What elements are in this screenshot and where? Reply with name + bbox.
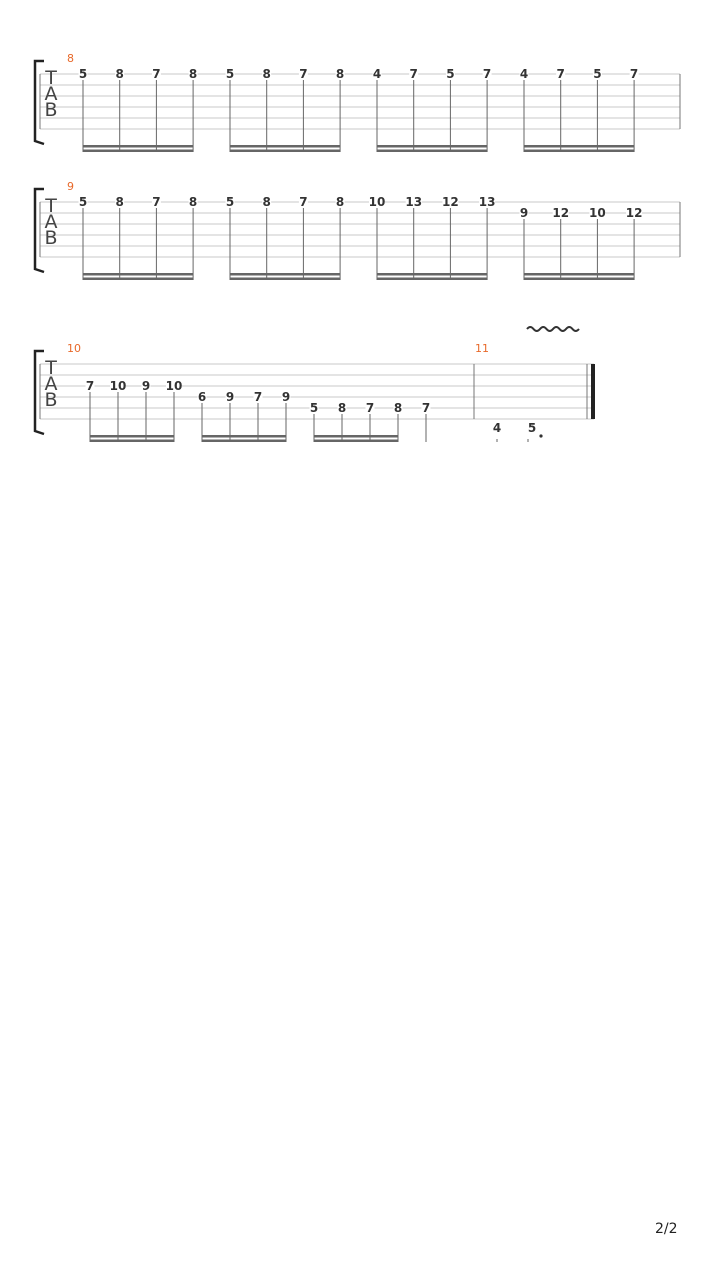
- fret-number: 10: [368, 195, 386, 209]
- fret-number: 8: [115, 67, 124, 81]
- fret-number: 10: [165, 379, 183, 393]
- fret-number: 12: [625, 206, 643, 220]
- beam-secondary: [230, 278, 340, 281]
- beam-primary: [377, 145, 487, 148]
- dot-duration: [539, 434, 542, 437]
- tab-clef-letter: B: [44, 389, 58, 411]
- fret-number: 8: [393, 401, 403, 415]
- fret-number: 7: [409, 67, 418, 81]
- fret-number: 7: [629, 67, 639, 81]
- fret-number: 4: [519, 67, 529, 81]
- fret-number: 7: [365, 401, 375, 415]
- fret-number: 9: [281, 390, 291, 404]
- fret-number: 9: [141, 379, 151, 393]
- beam-primary: [230, 273, 340, 276]
- beam-secondary: [90, 440, 174, 443]
- fret-number: 12: [552, 206, 570, 220]
- fret-number: 5: [446, 67, 455, 81]
- beam-primary: [524, 273, 634, 276]
- beam-secondary: [83, 150, 193, 153]
- fret-number: 9: [519, 206, 529, 220]
- vibrato-mark: [527, 327, 579, 331]
- fret-number: 5: [309, 401, 319, 415]
- fret-number: 6: [197, 390, 207, 404]
- tab-clef-letter: A: [44, 211, 58, 233]
- fret-number: 8: [337, 401, 347, 415]
- fret-number: 13: [478, 195, 496, 209]
- beam-primary: [230, 145, 340, 148]
- fret-number: 8: [262, 67, 271, 81]
- fret-number: 8: [188, 195, 198, 209]
- beam-primary: [377, 273, 487, 276]
- fret-number: 4: [372, 67, 382, 81]
- fret-number: 7: [253, 390, 263, 404]
- beam-secondary: [377, 278, 487, 281]
- fret-number: 8: [115, 195, 124, 209]
- beam-secondary: [202, 440, 286, 443]
- fret-number: 8: [262, 195, 271, 209]
- fret-number: 5: [78, 67, 88, 81]
- fret-number: 5: [225, 67, 235, 81]
- fret-number: 13: [405, 195, 423, 209]
- fret-number: 7: [85, 379, 95, 393]
- tab-clef-letter: T: [45, 67, 57, 89]
- fret-number: 12: [442, 195, 459, 209]
- tab-clef-letter: A: [44, 373, 58, 395]
- fret-number: 4: [492, 421, 502, 435]
- final-barline-thick: [591, 364, 595, 419]
- fret-number: 7: [152, 67, 161, 81]
- fret-number: 7: [152, 195, 161, 209]
- beam-primary: [83, 273, 193, 276]
- measure-number: 11: [475, 342, 489, 355]
- beam-primary: [83, 145, 193, 148]
- fret-number: 7: [482, 67, 492, 81]
- beam-secondary: [314, 440, 398, 443]
- fret-number: 5: [78, 195, 88, 209]
- fret-number: 7: [556, 67, 565, 81]
- beam-secondary: [524, 150, 634, 153]
- fret-number: 10: [109, 379, 127, 393]
- beam-primary: [314, 435, 398, 438]
- fret-number: 5: [225, 195, 235, 209]
- fret-number: 5: [527, 421, 537, 435]
- measure-number: 9: [67, 180, 74, 193]
- tab-clef-letter: B: [44, 99, 58, 121]
- fret-number: 9: [225, 390, 235, 404]
- beam-secondary: [377, 150, 487, 153]
- fret-number: 5: [593, 67, 602, 81]
- beam-secondary: [230, 150, 340, 153]
- measure-number: 8: [67, 52, 74, 65]
- tab-clef-letter: T: [45, 195, 57, 217]
- beam-primary: [202, 435, 286, 438]
- beam-primary: [524, 145, 634, 148]
- page-number: 2/2: [655, 1221, 678, 1237]
- measure-number: 10: [67, 342, 81, 355]
- tab-clef-letter: B: [44, 227, 58, 249]
- tab-clef-letter: T: [45, 357, 57, 379]
- fret-number: 8: [335, 195, 345, 209]
- fret-number: 8: [335, 67, 345, 81]
- beam-secondary: [524, 278, 634, 281]
- fret-number: 8: [188, 67, 198, 81]
- fret-number: 7: [299, 67, 308, 81]
- beam-secondary: [83, 278, 193, 281]
- fret-number: 7: [421, 401, 431, 415]
- fret-number: 7: [299, 195, 308, 209]
- tab-clef-letter: A: [44, 83, 58, 105]
- beam-primary: [90, 435, 174, 438]
- fret-number: 10: [589, 206, 606, 220]
